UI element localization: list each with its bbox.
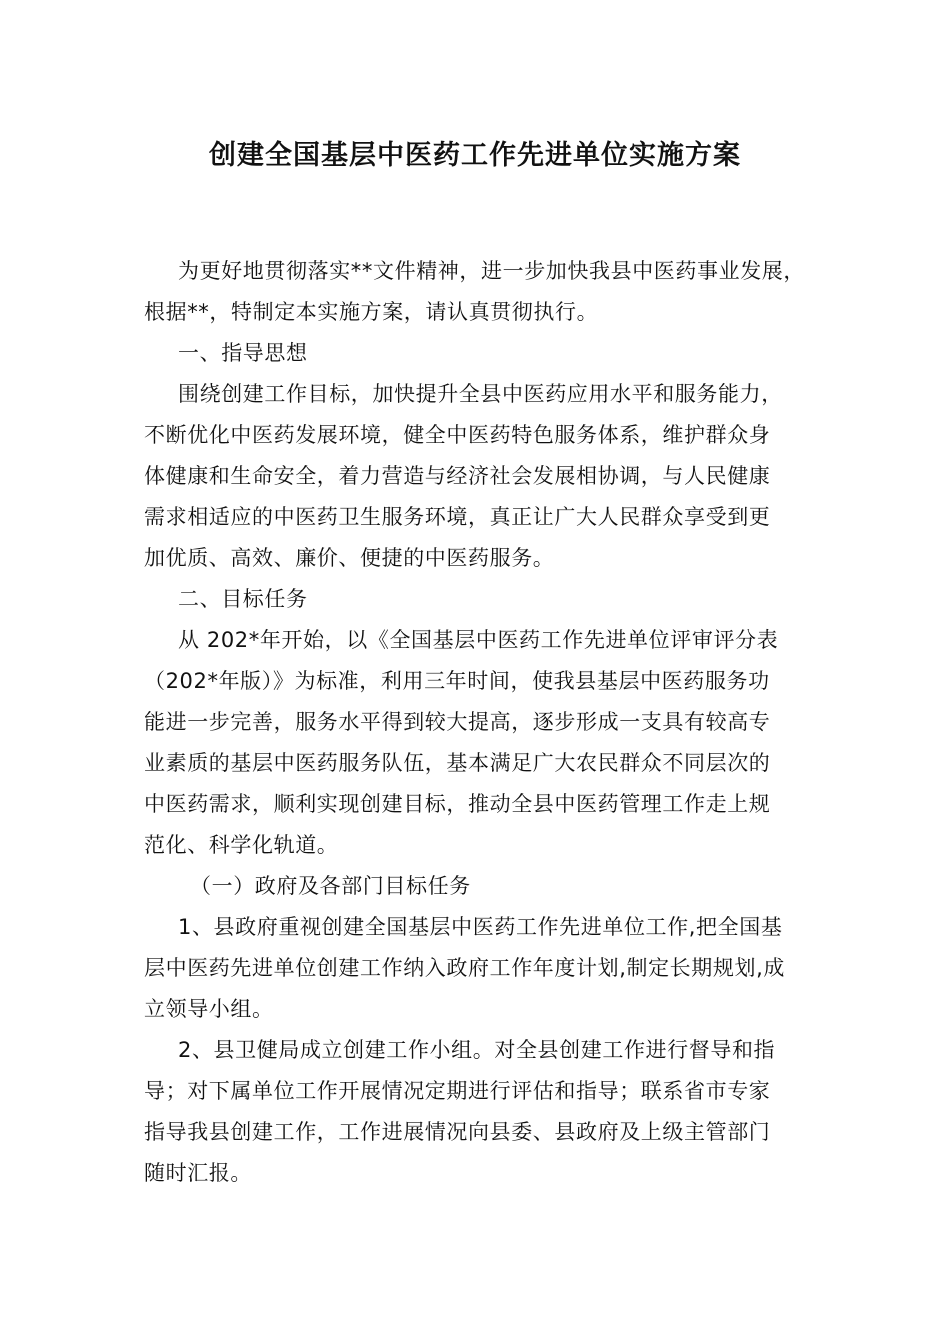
paragraph-line: 能进一步完善，服务水平得到较大提高，逐步形成一支具有较高专 [144, 710, 771, 734]
paragraph-line: 指导我县创建工作，工作进展情况向县委、县政府及上级主管部门 [144, 1120, 771, 1144]
paragraph-line: 为更好地贯彻落实**文件精神，进一步加快我县中医药事业发展， [178, 259, 805, 283]
paragraph-line: （202*年版）》为标准，利用三年时间，使我县基层中医药服务功 [144, 669, 770, 693]
paragraph-line: 加优质、高效、廉价、便捷的中医药服务。 [144, 546, 555, 570]
paragraph-line: 范化、科学化轨道。 [144, 833, 339, 857]
section-heading: 一、指导思想 [178, 341, 308, 365]
paragraph-line: 业素质的基层中医药服务队伍，基本满足广大农民群众不同层次的 [144, 751, 771, 775]
paragraph-line: 导；对下属单位工作开展情况定期进行评估和指导；联系省市专家 [144, 1079, 771, 1103]
paragraph-line: 需求相适应的中医药卫生服务环境，真正让广大人民群众享受到更 [144, 505, 771, 529]
paragraph-line: 1、县政府重视创建全国基层中医药工作先进单位工作,把全国基 [178, 915, 783, 939]
paragraph-line: 层中医药先进单位创建工作纳入政府工作年度计划,制定长期规划,成 [144, 956, 785, 980]
paragraph-line: 从 202*年开始，以《全国基层中医药工作先进单位评审评分表 [178, 628, 779, 652]
paragraph-line: 随时汇报。 [144, 1161, 252, 1185]
section-heading: 二、目标任务 [178, 587, 308, 611]
paragraph-line: 体健康和生命安全，着力营造与经济社会发展相协调，与人民健康 [144, 464, 771, 488]
paragraph-line: 立领导小组。 [144, 997, 274, 1021]
document-title: 创建全国基层中医药工作先进单位实施方案 [209, 140, 741, 171]
paragraph-line: 2、县卫健局成立创建工作小组。对全县创建工作进行督导和指 [178, 1038, 776, 1062]
paragraph-line: 不断优化中医药发展环境，健全中医药特色服务体系，维护群众身 [144, 423, 771, 447]
paragraph-line: 根据**，特制定本实施方案，请认真贯彻执行。 [144, 300, 599, 324]
subsection-heading: （一）政府及各部门目标任务 [190, 874, 471, 898]
paragraph-line: 中医药需求，顺利实现创建目标，推动全县中医药管理工作走上规 [144, 792, 771, 816]
paragraph-line: 围绕创建工作目标，加快提升全县中医药应用水平和服务能力， [178, 382, 783, 406]
